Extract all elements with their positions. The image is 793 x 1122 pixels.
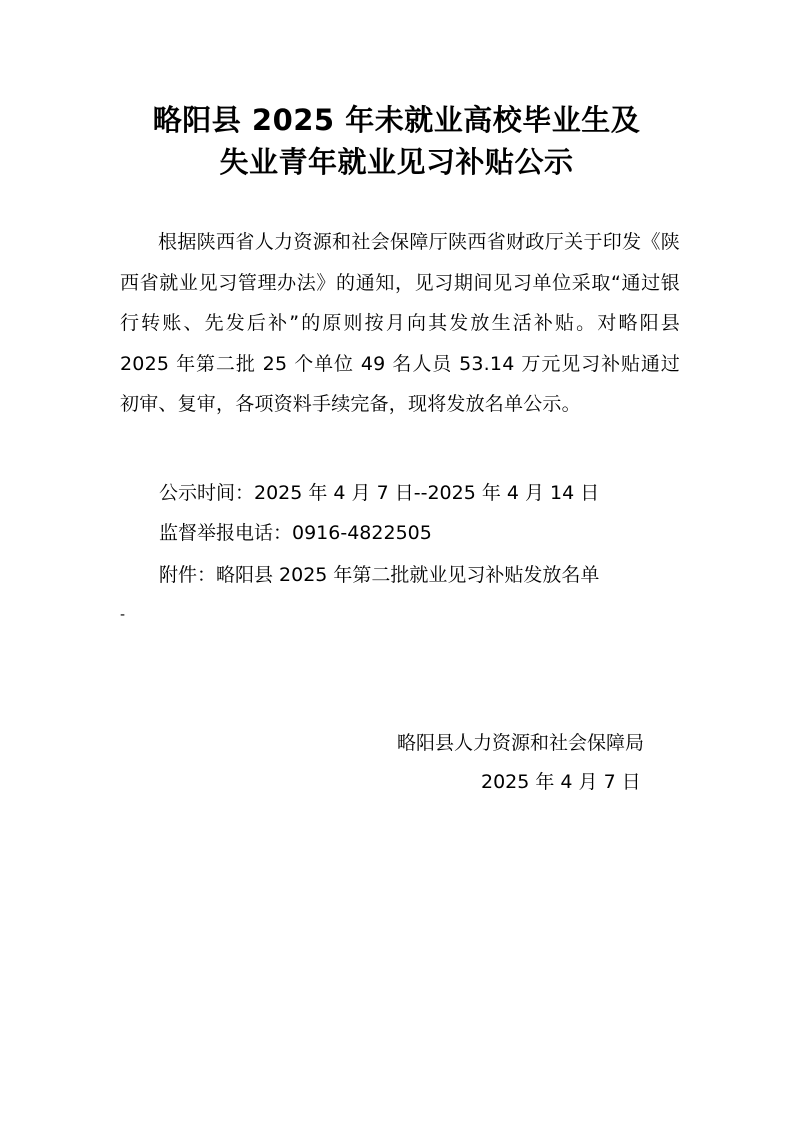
publicity-time: 公示时间：2025 年 4 月 7 日--2025 年 4 月 14 日 xyxy=(159,482,600,504)
dash-mark: - xyxy=(120,607,126,623)
attachment-note: 附件：略阳县 2025 年第二批就业见习补贴发放名单 xyxy=(159,564,600,586)
issuing-organization: 略阳县人力资源和社会保障局 xyxy=(397,732,645,754)
issue-date: 2025 年 4 月 7 日 xyxy=(481,771,641,793)
document-title-line-2: 失业青年就业见习补贴公示 xyxy=(219,145,574,179)
report-phone: 监督举报电话：0916-4822505 xyxy=(159,522,432,544)
document-title-line-1: 略阳县 2025 年未就业高校毕业生及 xyxy=(152,103,641,137)
main-paragraph: 根据陕西省人力资源和社会保障厅陕西省财政厅关于印发《陕西省就业见习管理办法》的通知，见习期间见习单位采取“通过银行转账、先发后补”的原则按月向其发放生活补贴。对略阳县 2025 年第二批 25 个单位 49 名人员 53.14 万元见习补贴通过初审、复审，各项资料手续完备，现将发放名单公示。 xyxy=(120,231,680,415)
